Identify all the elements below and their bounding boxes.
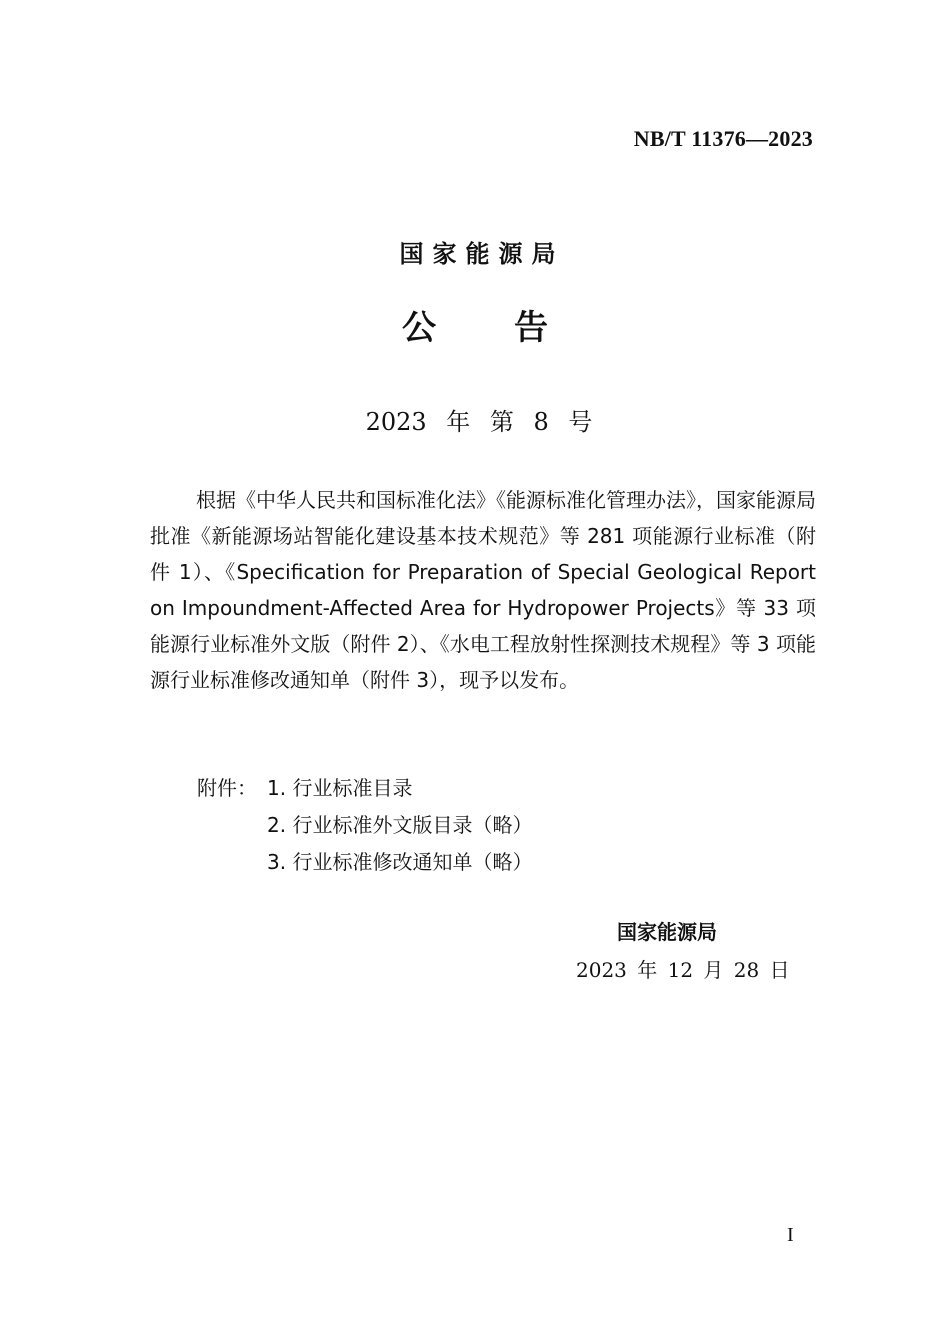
signature-date: 2023 年 12 月 28 日 — [576, 958, 790, 982]
attachments-label: 附件： — [197, 776, 257, 800]
issue-number: 2023 年 第 8 号 — [365, 408, 593, 436]
page-number: I — [787, 1224, 794, 1246]
document-type-heading: 公告 — [402, 308, 626, 348]
issuer-title: 国家能源局 — [399, 240, 565, 268]
attachments-list — [197, 770, 532, 881]
attachment-item: 2. 行业标准外文版目录（略） — [267, 813, 533, 837]
notice-body-paragraph: 根据《中华人民共和国标准化法》《能源标准化管理办法》，国家能源局批准《新能源场站智能化建设基本技术规范》等 281 项能源行业标准（附件 1）、《Specification for Preparation of Special Geological Report on Impoundment-Affected Area for Hydropower Projects》等 33 项能源行业标准外文版（附件 2）、《水电工程放射性探测技术规程》等 3 项能源行业标准修改通知单（附件 3），现予以发布。 — [150, 488, 816, 692]
signature-organization: 国家能源局 — [617, 920, 717, 944]
attachment-row — [197, 807, 532, 844]
attachment-item: 3. 行业标准修改通知单（略） — [267, 850, 533, 874]
standard-code: NB/T 11376—2023 — [633, 126, 813, 151]
attachment-item: 1. 行业标准目录 — [267, 776, 413, 800]
attachment-row — [197, 844, 532, 881]
attachment-row — [197, 770, 532, 807]
